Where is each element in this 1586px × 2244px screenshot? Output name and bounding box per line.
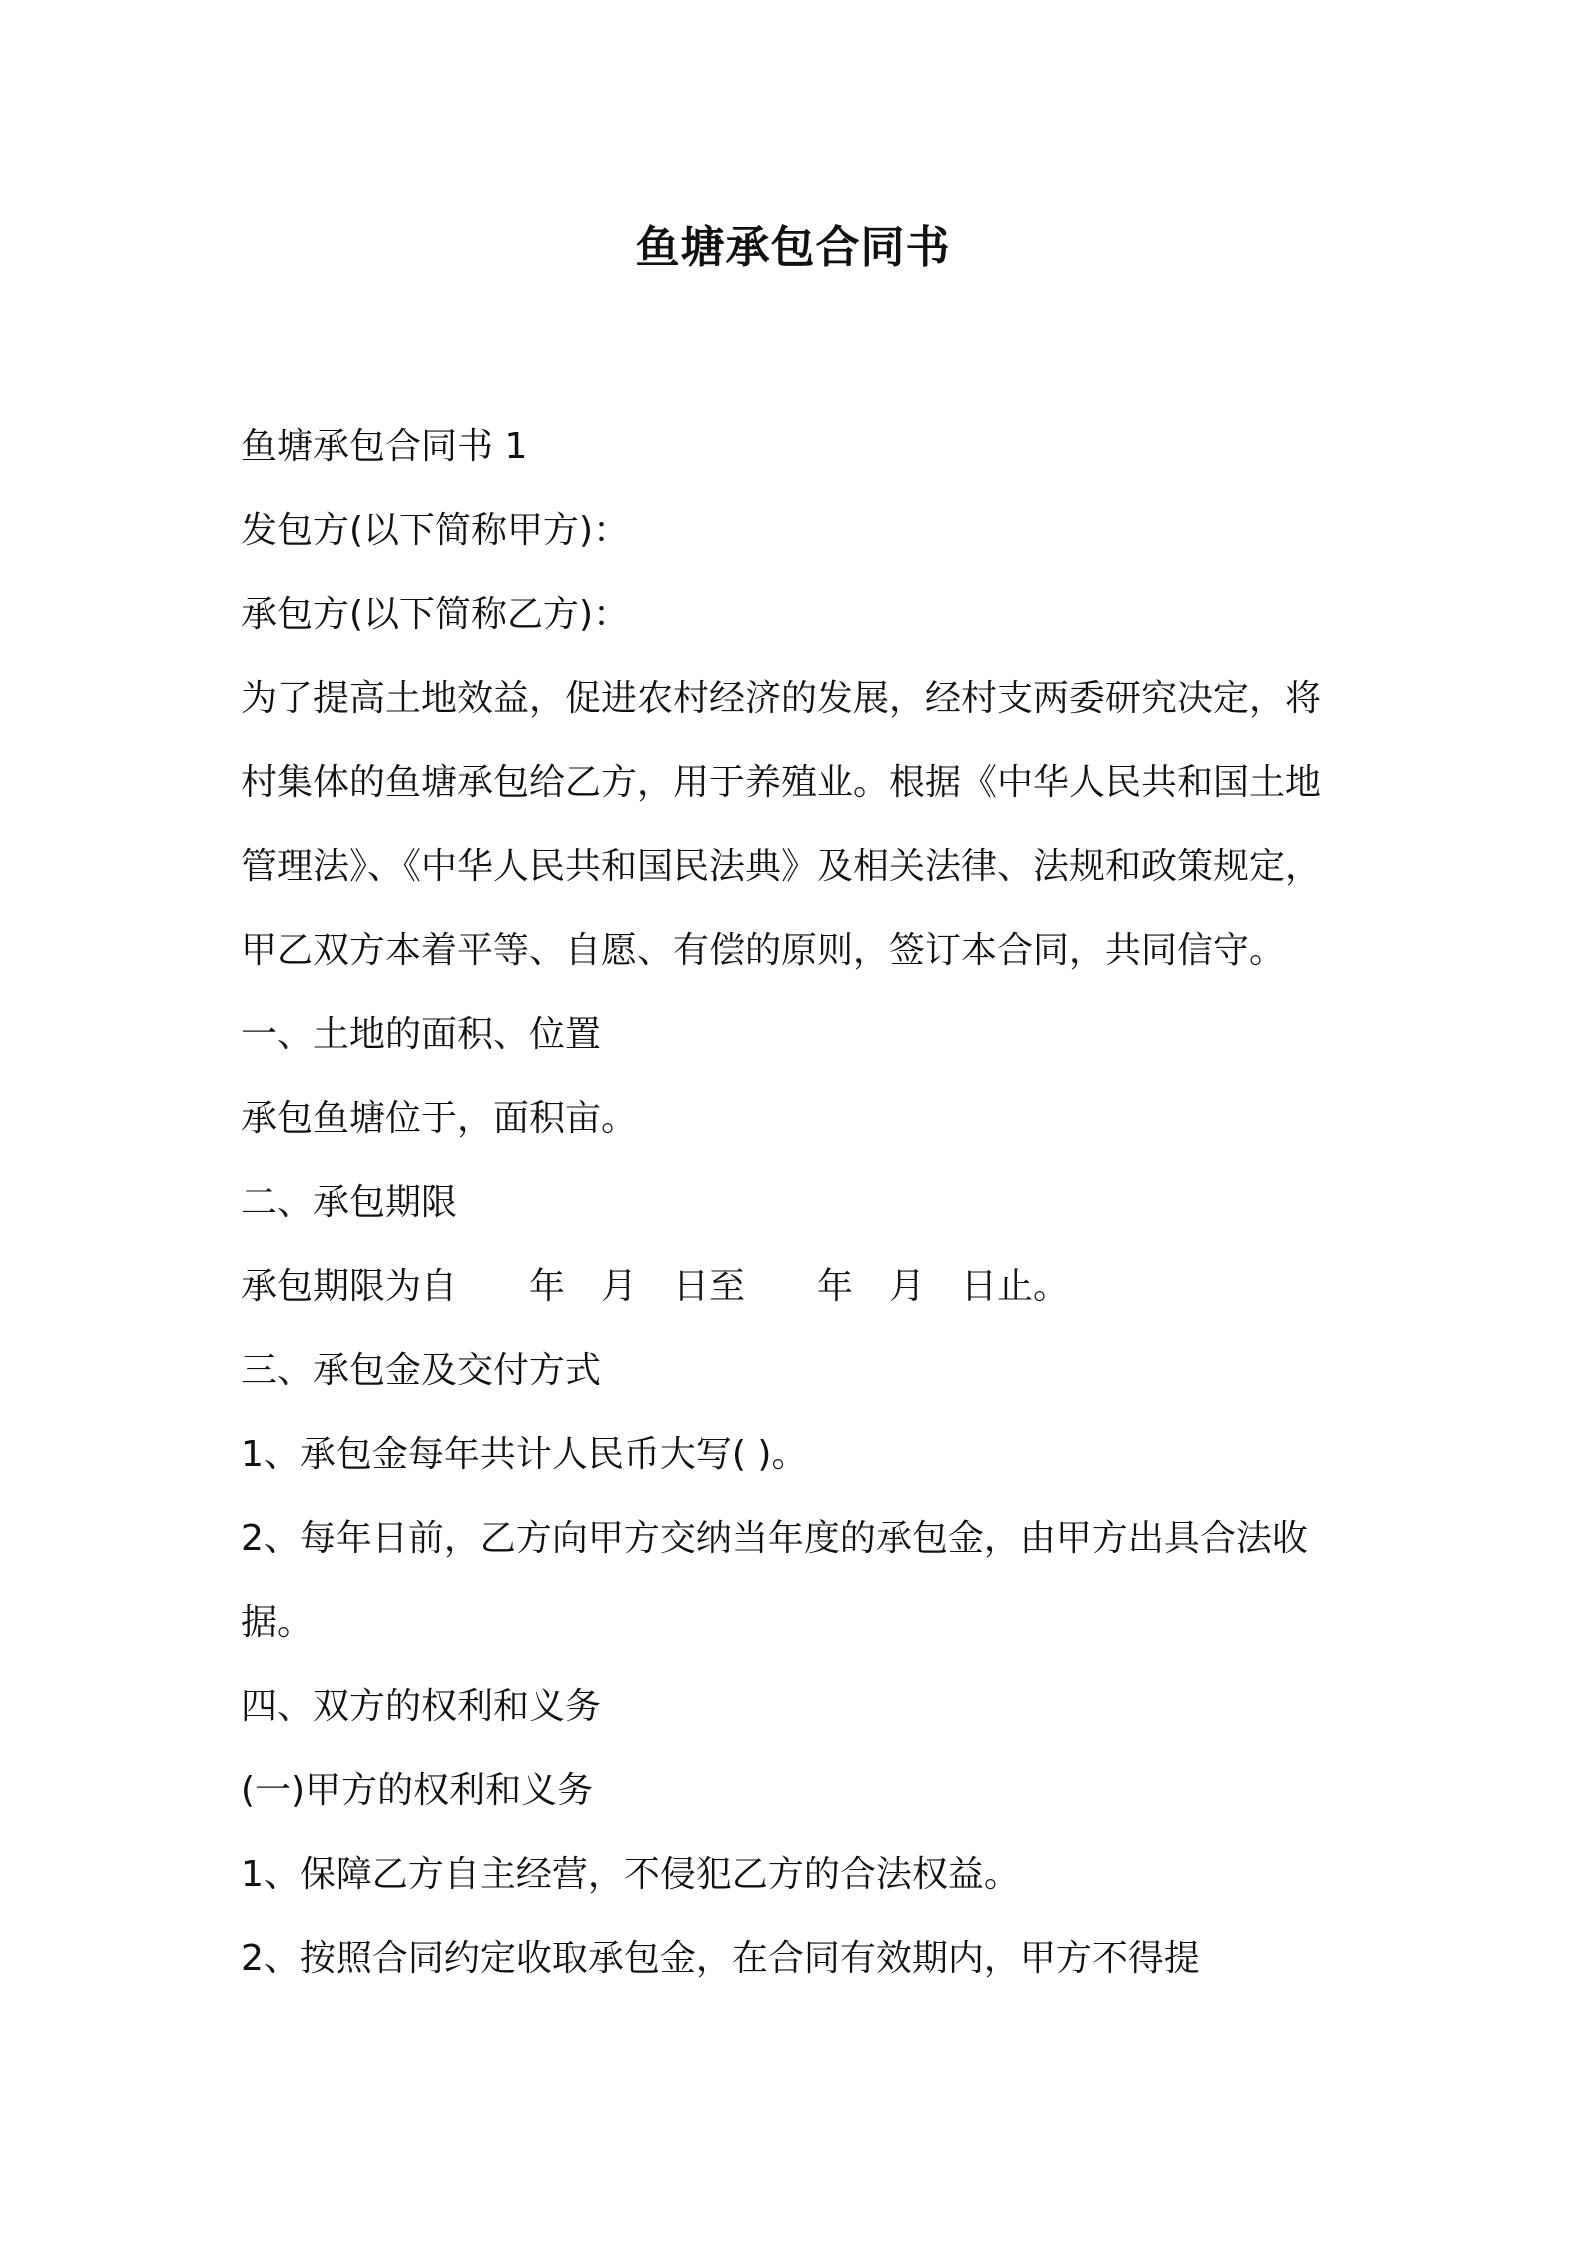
paragraph-party-a: 发包方(以下简称甲方)： bbox=[241, 510, 630, 551]
paragraph-preamble-line-2: 村集体的鱼塘承包给乙方，用于养殖业。根据《中华人民共和国土地 bbox=[241, 762, 1322, 803]
section-heading-payment: 三、承包金及交付方式 bbox=[241, 1350, 602, 1391]
paragraph-party-a-right-1: 1、保障乙方自主经营，不侵犯乙方的合法权益。 bbox=[241, 1854, 1020, 1895]
subsection-heading-party-a-rights: (一)甲方的权利和义务 bbox=[241, 1770, 594, 1811]
document-body bbox=[241, 405, 1351, 2001]
paragraph-payment-1: 1、承包金每年共计人民币大写( )。 bbox=[241, 1434, 808, 1475]
paragraph-preamble-line-3: 管理法》、《中华人民共和国民法典》及相关法律、法规和政策规定， bbox=[241, 846, 1322, 887]
paragraph-party-a-right-2: 2、按照合同约定收取承包金，在合同有效期内，甲方不得提 bbox=[241, 1938, 1200, 1979]
paragraph-preamble-line-1: 为了提高土地效益，促进农村经济的发展，经村支两委研究决定，将 bbox=[241, 678, 1322, 719]
paragraph-contract-heading: 鱼塘承包合同书 1 bbox=[241, 426, 528, 467]
paragraph-preamble-line-4: 甲乙双方本着平等、自愿、有偿的原则，签订本合同，共同信守。 bbox=[241, 930, 1286, 971]
paragraph-term: 承包期限为自 年 月 日至 年 月 日止。 bbox=[241, 1266, 1070, 1307]
section-heading-area-location: 一、土地的面积、位置 bbox=[241, 1014, 602, 1055]
paragraph-area-location: 承包鱼塘位于，面积亩。 bbox=[241, 1098, 638, 1139]
section-heading-term: 二、承包期限 bbox=[241, 1182, 458, 1223]
document-title: 鱼塘承包合同书 bbox=[635, 222, 951, 273]
section-heading-rights-obligations: 四、双方的权利和义务 bbox=[241, 1686, 602, 1727]
paragraph-party-b: 承包方(以下简称乙方)： bbox=[241, 594, 630, 635]
paragraph-payment-2-line-1: 2、每年日前，乙方向甲方交纳当年度的承包金，由甲方出具合法收 bbox=[241, 1518, 1308, 1559]
paragraph-payment-2-line-2: 据。 bbox=[241, 1602, 314, 1643]
